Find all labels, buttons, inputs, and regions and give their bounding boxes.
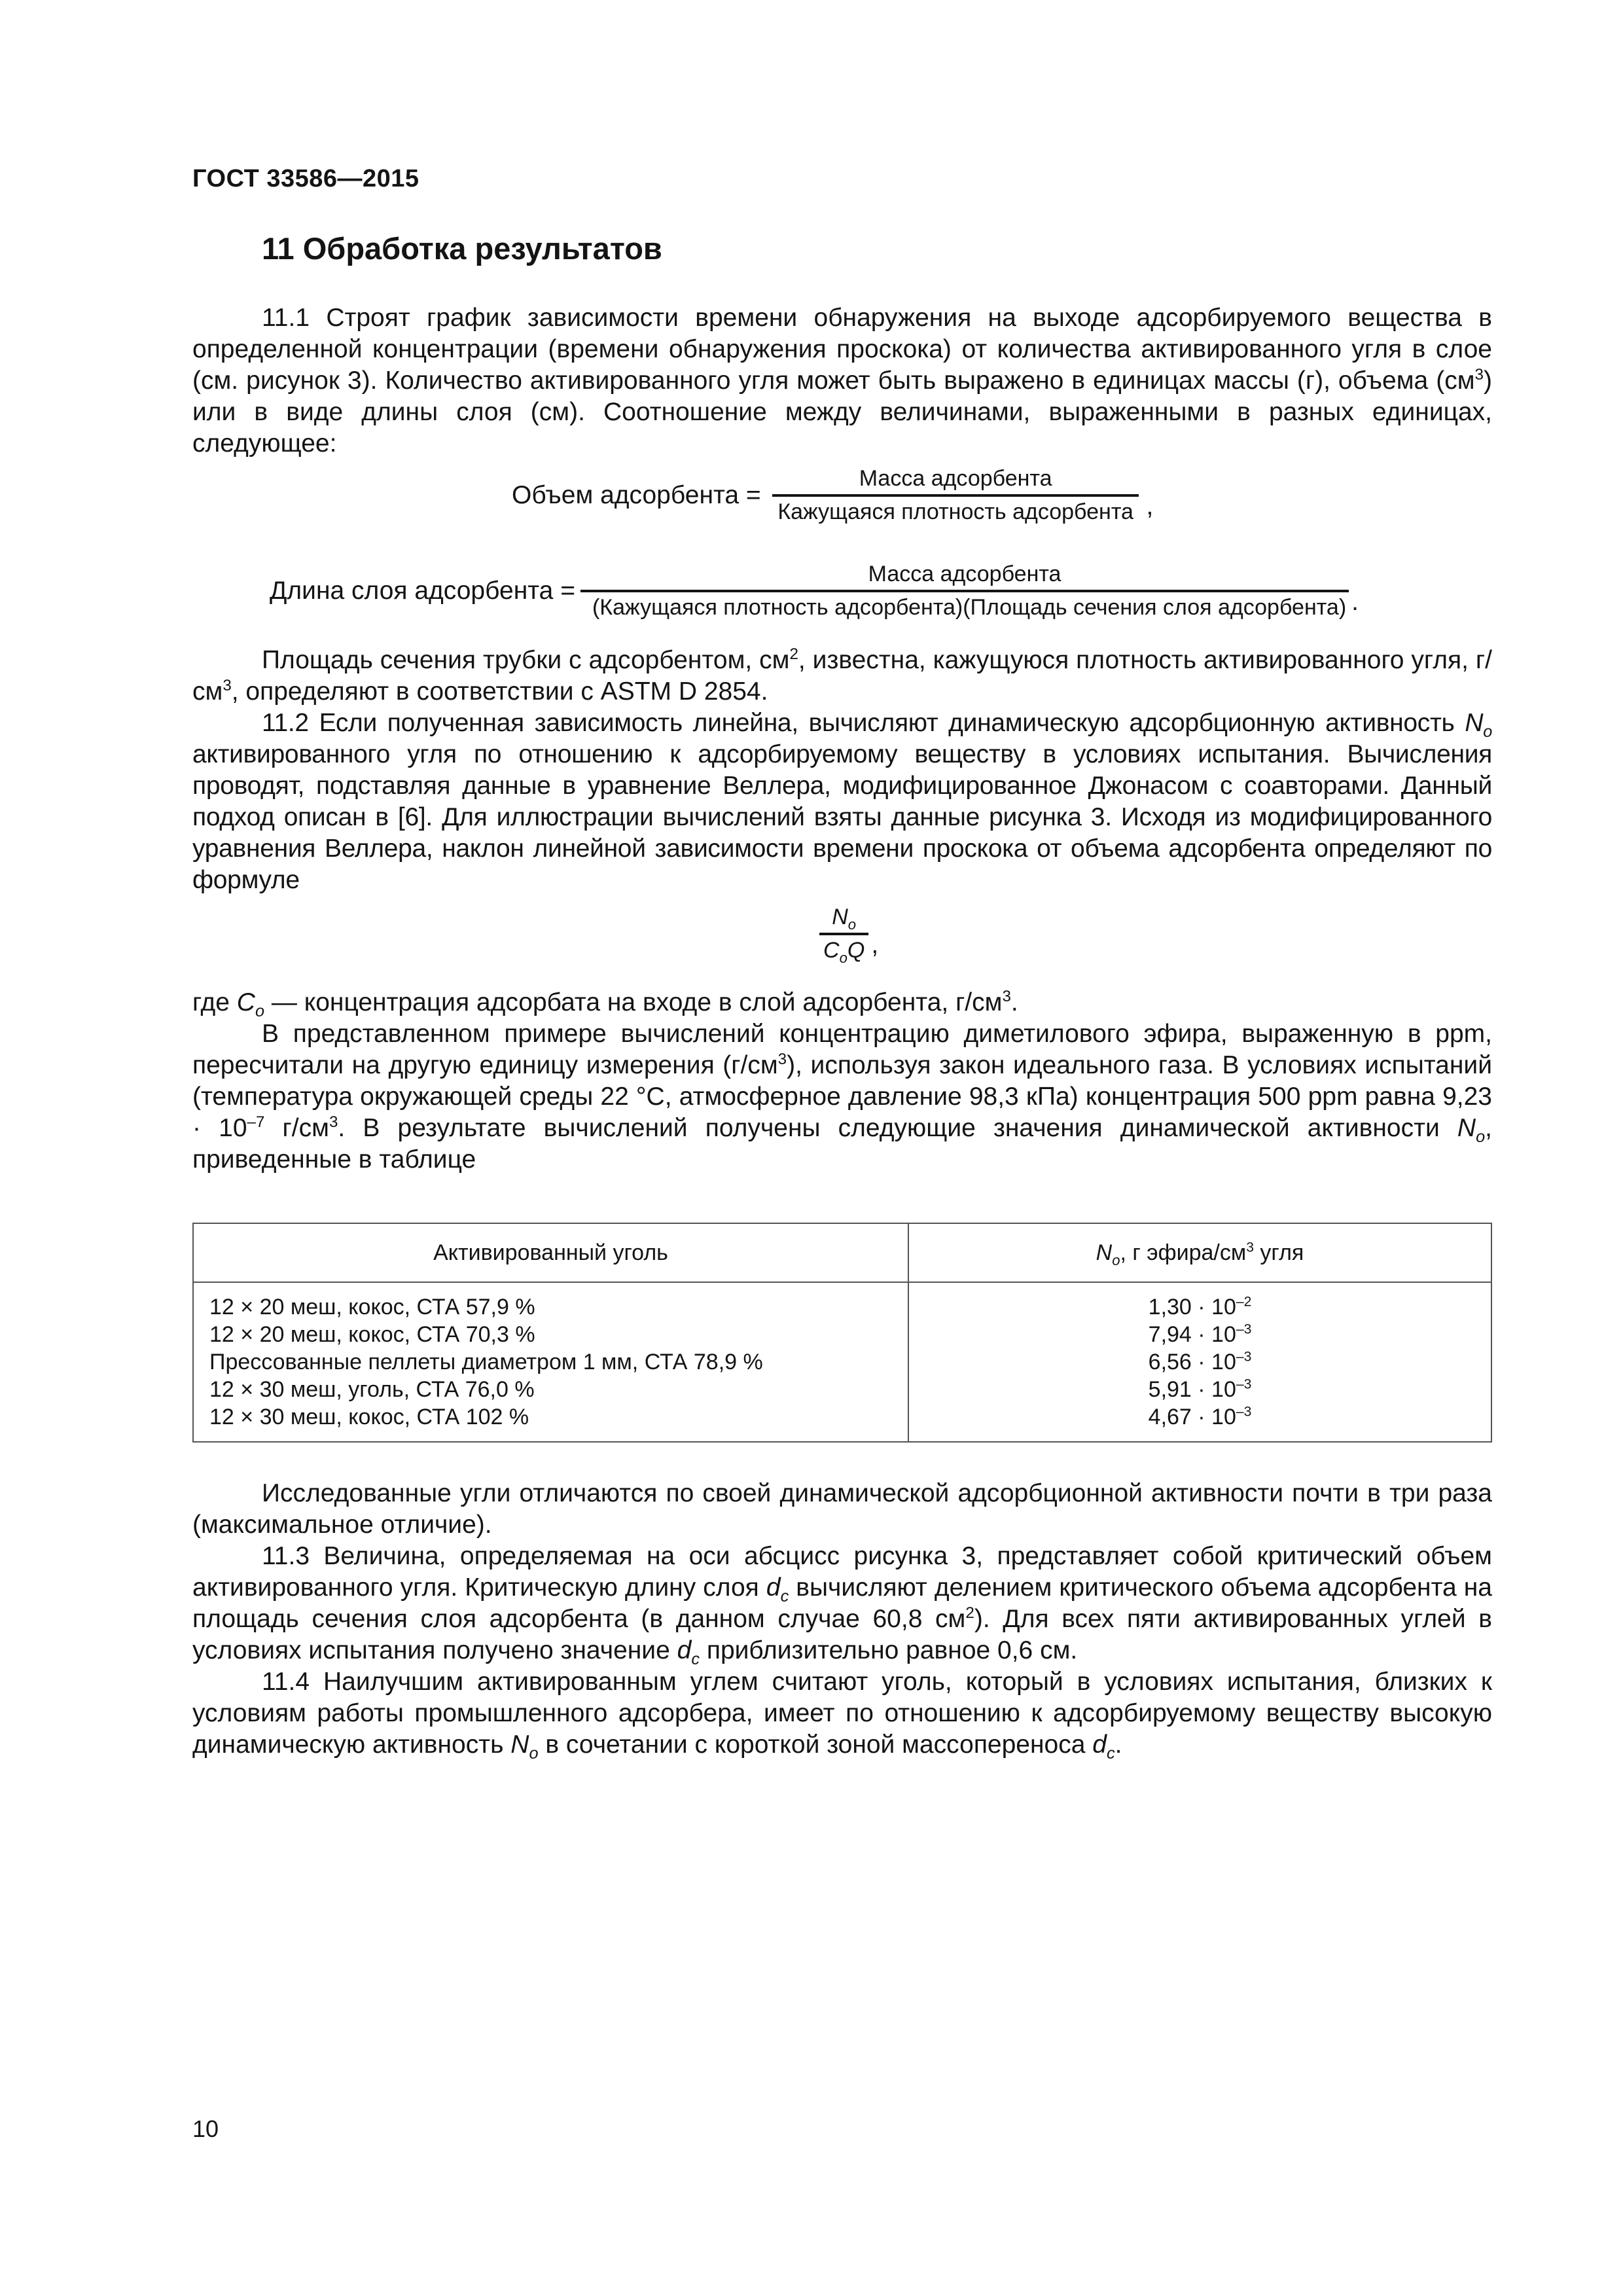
activity-exponent: –3 — [1236, 1376, 1252, 1392]
subscript: o — [1112, 1251, 1120, 1268]
subscript: o — [1483, 722, 1492, 741]
formula-slope — [817, 905, 879, 966]
formula-length — [270, 562, 1359, 620]
superscript: 3 — [1474, 366, 1484, 384]
subscript: o — [529, 1744, 539, 1763]
table-cell-activity — [910, 1403, 1490, 1431]
symbol-c: C — [236, 988, 255, 1016]
formula-punctuation: , — [1146, 492, 1154, 520]
superscript: 3 — [777, 1050, 787, 1068]
activity-mantissa: 1,30 · 10 — [1148, 1295, 1236, 1319]
symbol-d: d — [766, 1573, 781, 1602]
table-header-row — [193, 1223, 1491, 1282]
subscript: c — [780, 1587, 789, 1605]
table-cell-carbon: 12 × 20 меш, кокос, СТА 57,9 % — [209, 1295, 535, 1319]
symbol-q: Q — [847, 938, 865, 963]
formula-denominator — [819, 933, 868, 966]
subscript: o — [839, 949, 847, 966]
paragraph-text: 11.3 Величина, определяемая на оси абсцисс рисунка 3, представляет собой критический объем активированного угля. Критическую длину слоя — [192, 1542, 1492, 1602]
subscript: c — [1106, 1744, 1115, 1763]
formula-fraction — [819, 905, 868, 966]
paragraph-text: Площадь сечения трубки с адсорбентом, см — [262, 646, 790, 674]
standard-code-header: ГОСТ 33586—2015 — [192, 165, 419, 192]
paragraph-text: ), используя закон идеального газа. В условиях испытаний (температура окружающей среды 22 °С, атмосферное давление 98,3 кПа) концентрация 500 ppm равна 9,23 · 10 — [192, 1051, 1492, 1142]
table-cell-activity — [910, 1293, 1490, 1321]
activity-exponent: –3 — [1236, 1349, 1252, 1365]
table-cell-activity — [910, 1376, 1490, 1403]
subscript: o — [1476, 1127, 1486, 1146]
symbol-n: N — [1096, 1240, 1113, 1265]
paragraph-text: 11.1 Строят график зависимости времени обнаружения на выходе адсорбируемого вещества в определенной концентрации (времени обнаружения проскока) от количества активированного угля в слое (см. рисунок 3). Количество активированного угля может быть выражено в единицах массы (г), объема (см — [192, 304, 1492, 395]
superscript: 3 — [329, 1113, 338, 1131]
formula-lhs: Длина слоя адсорбента = — [270, 577, 575, 605]
paragraph-text: . В результате вычислений получены следующие значения динамической активности — [338, 1114, 1457, 1142]
paragraph-text: ). Для всех пяти активированных углей в условиях испытания получено значение — [192, 1605, 1492, 1664]
paragraph-text: г/см — [264, 1114, 329, 1142]
carbon-list — [209, 1293, 907, 1431]
superscript: –7 — [247, 1113, 265, 1131]
page-number: 10 — [192, 2115, 219, 2142]
paragraph-text: 11.4 Наилучшим активированным углем считают уголь, который в условиях испытания, близких к условиям работы промышленного адсорбера, имеет по отношению к адсорбируемому веществу высокую динамическую активность — [192, 1668, 1492, 1759]
paragraph-investigated: Исследованные угли отличаются по своей динамической адсорбционной активности почти в три раза (максимальное отличие). — [192, 1479, 1492, 1539]
paragraph-11-4 — [192, 1666, 1492, 1761]
symbol-n: N — [1457, 1114, 1476, 1142]
header-text: , г эфира/см — [1120, 1240, 1247, 1265]
header-text: угля — [1253, 1240, 1304, 1265]
formula-lhs: Объем адсорбента = — [512, 481, 761, 509]
table-cell-carbon: 12 × 30 меш, кокос, СТА 102 % — [209, 1405, 529, 1429]
paragraph-example — [192, 1018, 1492, 1175]
paragraph-text: . — [1010, 988, 1018, 1016]
table-header-carbon: Активированный уголь — [193, 1223, 908, 1282]
formula-denominator: (Кажущаяся плотность адсорбента)(Площадь сечения слоя адсорбента) — [580, 590, 1349, 620]
formula-punctuation: . — [1351, 588, 1359, 616]
activity-table — [192, 1223, 1492, 1443]
subscript: o — [847, 916, 857, 933]
table-row — [193, 1282, 1491, 1442]
activity-exponent: –3 — [1236, 1321, 1252, 1337]
superscript: 3 — [1246, 1240, 1254, 1255]
formula-numerator — [828, 905, 860, 933]
table-header-activity — [908, 1223, 1491, 1282]
table-cell-carbon-list — [193, 1282, 908, 1442]
paragraph-text: приблизительно равное 0,6 см. — [700, 1636, 1078, 1664]
paragraph-text: , определяют в соответствии с ASTM D 2854. — [231, 677, 768, 706]
paragraph-text: , приведенные в таблице — [192, 1114, 1493, 1174]
activity-mantissa: 4,67 · 10 — [1148, 1405, 1236, 1429]
paragraph-11-3 — [192, 1541, 1492, 1666]
activity-mantissa: 5,91 · 10 — [1148, 1377, 1236, 1402]
symbol-c: C — [823, 938, 840, 963]
formula-punctuation: , — [871, 931, 879, 959]
table-cell-carbon: 12 × 30 меш, уголь, СТА 76,0 % — [209, 1377, 535, 1402]
subscript: o — [255, 1001, 265, 1020]
paragraph-11-2 — [192, 708, 1492, 896]
paragraph-text: ) или в виде длины слоя (см). Соотношение между величинами, выраженными в разных единицах, следующее: — [192, 367, 1492, 457]
paragraph-11-1-block — [192, 302, 1492, 459]
symbol-d: d — [1092, 1731, 1107, 1759]
paragraph-text: В представленном примере вычислений концентрацию диметилового эфира, выраженную в ppm, пересчитали на другую единицу измерения (г/см — [192, 1020, 1492, 1079]
table-cell-carbon: Прессованные пеллеты диаметром 1 мм, СТА 78,9 % — [209, 1350, 763, 1374]
table-cell-activity — [910, 1321, 1490, 1348]
formula-numerator: Масса адсорбента — [868, 562, 1061, 586]
activity-exponent: –3 — [1236, 1404, 1252, 1420]
formula-fraction — [768, 466, 1144, 525]
paragraph-text: где — [192, 988, 237, 1016]
symbol-n: N — [510, 1731, 529, 1759]
subscript: c — [691, 1649, 700, 1668]
formula-denominator: Кажущаяся плотность адсорбента — [772, 494, 1139, 525]
formula-volume — [512, 466, 1153, 525]
superscript: 3 — [1002, 988, 1011, 1005]
paragraph-text: , известна, кажущуюся плотность активированного угля, г/см — [192, 646, 1492, 706]
paragraph-block-area-11-2 — [192, 645, 1492, 896]
paragraph-text: 11.2 Если полученная зависимость линейна, вычисляют динамическую адсорбционную активность — [262, 709, 1465, 737]
symbol-n: N — [832, 905, 848, 929]
activity-exponent: –2 — [1236, 1294, 1252, 1310]
symbol-n: N — [1465, 709, 1484, 737]
paragraph-text: вычисляют делением критического объема адсорбента на площадь сечения слоя адсорбента (в данном случае 60,8 см — [192, 1573, 1492, 1633]
activity-mantissa: 7,94 · 10 — [1148, 1322, 1236, 1347]
activity-mantissa: 6,56 · 10 — [1148, 1350, 1236, 1374]
superscript: 2 — [965, 1604, 974, 1622]
paragraph-block-example — [192, 987, 1492, 1175]
paragraph-where — [192, 987, 1492, 1018]
superscript: 2 — [789, 645, 798, 663]
paragraph-text: — концентрация адсорбата на входе в слой адсорбента, г/см — [264, 988, 1003, 1016]
activity-list — [910, 1293, 1490, 1431]
paragraph-text: . — [1115, 1731, 1122, 1759]
table-cell-carbon: 12 × 20 меш, кокос, СТА 70,3 % — [209, 1322, 535, 1347]
paragraph-11-1 — [192, 302, 1492, 459]
paragraph-text: в сочетании с короткой зоной массопереноса — [538, 1731, 1093, 1759]
formula-numerator: Масса адсорбента — [859, 466, 1052, 491]
paragraph-block-conclusion — [192, 1478, 1492, 1761]
symbol-d: d — [677, 1636, 692, 1664]
table-cell-activity — [910, 1348, 1490, 1376]
paragraph-area — [192, 645, 1492, 708]
table-cell-activity-list — [908, 1282, 1491, 1442]
formula-fraction — [580, 562, 1349, 620]
superscript: 3 — [223, 677, 232, 694]
section-title: 11 Обработка результатов — [262, 231, 662, 266]
paragraph-text: активированного угля по отношению к адсорбируемому веществу в условиях испытания. Вычисления проводят, подставляя данные в уравнение Веллера, модифицированное Джонасом с соавторами. Данный подход описан в [6]. Для иллюстрации вычислений взяты данные рисунка 3. Исходя из модифицированного уравнения Веллера, наклон линейной зависимости времени проскока от объема адсорбента определяют по формуле — [192, 740, 1492, 894]
